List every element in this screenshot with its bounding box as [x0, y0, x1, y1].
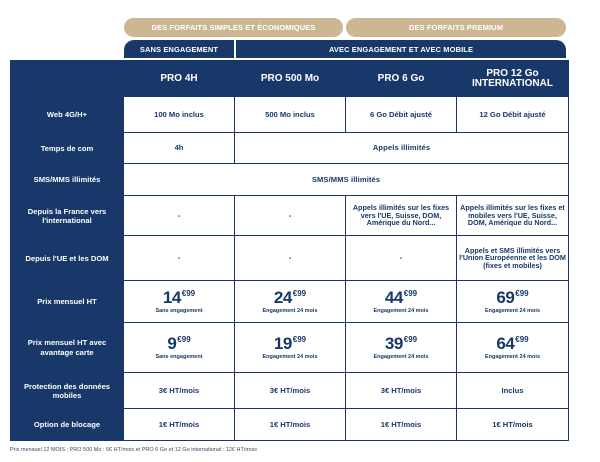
protection-pro-6go: 3€ HT/mois: [346, 373, 457, 409]
dom-pro-12go: Appels et SMS illimités vers l'Union Européenne et les DOM (fixes et mobiles): [457, 236, 569, 281]
header-pro-500mo: PRO 500 Mo: [235, 61, 346, 97]
prix-carte-pro-4h: [124, 323, 235, 373]
table-row-sms: [11, 164, 569, 196]
price-integer: 19: [273, 333, 292, 353]
table-row-protection: [11, 373, 569, 409]
intl-pro-12go: Appels illimités sur les fixes et mobiles vers l'UE, Suisse, DOM, Amérique du Nord...: [457, 196, 569, 236]
plans-comparison-table: [10, 60, 569, 441]
price-note: Engagement 24 mois: [373, 353, 429, 360]
header-pro-6go: PRO 6 Go: [346, 61, 457, 97]
table-row-international: [11, 196, 569, 236]
temps-appels-illimites: Appels illimités: [235, 133, 569, 164]
header-pro-12go: PRO 12 Go INTERNATIONAL: [457, 61, 569, 97]
price-note: Engagement 24 mois: [262, 353, 318, 360]
table-row-blocage: [11, 409, 569, 441]
prix-carte-pro-12go: [457, 323, 569, 373]
price-cents: €99: [292, 288, 307, 298]
prix-pro-500mo: [235, 281, 346, 323]
row-label-web: Web 4G/H+: [11, 97, 124, 133]
protection-pro-12go: Inclus: [457, 373, 569, 409]
protection-pro-4h: 3€ HT/mois: [124, 373, 235, 409]
web-pro-4h: 100 Mo inclus: [124, 97, 235, 133]
table-header-row: [11, 61, 569, 97]
price-cents: €99: [515, 334, 529, 344]
blocage-pro-6go: 1€ HT/mois: [346, 409, 457, 441]
table-corner: [11, 61, 124, 97]
premium-plans-banner: DES FORFAITS PREMIUM: [346, 18, 566, 37]
table-row-prix-carte: [11, 323, 569, 373]
row-label-protection: Protection des données mobiles: [11, 373, 124, 409]
sms-illimites: SMS/MMS illimités: [124, 164, 569, 196]
price-integer: 24: [273, 287, 292, 307]
prix-pro-6go: [346, 281, 457, 323]
price-cents: €99: [292, 334, 307, 344]
row-label-international: Depuis la France vers l'international: [11, 196, 124, 236]
row-label-sms: SMS/MMS illimités: [11, 164, 124, 196]
price-note: Engagement 24 mois: [484, 353, 541, 360]
price-integer: 9: [167, 333, 177, 353]
table-row-dom: [11, 236, 569, 281]
table-row-temps: [11, 133, 569, 164]
intl-pro-6go: Appels illimités sur les fixes vers l'UE, Suisse, DOM, Amérique du Nord...: [346, 196, 457, 236]
price-note: Sans engagement: [155, 307, 203, 314]
row-label-dom: Depuis l'UE et les DOM: [11, 236, 124, 281]
prix-carte-pro-6go: [346, 323, 457, 373]
blocage-pro-12go: 1€ HT/mois: [457, 409, 569, 441]
web-pro-500mo: 500 Mo inclus: [235, 97, 346, 133]
row-label-temps: Temps de com: [11, 133, 124, 164]
price-integer: 44: [384, 287, 403, 307]
web-pro-12go: 12 Go Débit ajusté: [457, 97, 569, 133]
price-cents: €99: [515, 288, 529, 298]
price-note: Engagement 24 mois: [373, 307, 429, 314]
dom-pro-6go: -: [346, 236, 457, 281]
blocage-pro-4h: 1€ HT/mois: [124, 409, 235, 441]
temps-pro-4h: 4h: [124, 133, 235, 164]
price-cents: €99: [181, 288, 196, 298]
table-row-prix: [11, 281, 569, 323]
price-note: Sans engagement: [155, 353, 203, 360]
price-cents: €99: [403, 334, 418, 344]
footnote: Prix mensuel 12 MOIS ; PRO 500 Mo : 6€ HT/mois et PRO 6 Go et 12 Go international : 12€ HT/mois: [10, 447, 257, 453]
dom-pro-500mo: -: [235, 236, 346, 281]
price-cents: €99: [403, 288, 418, 298]
protection-pro-500mo: 3€ HT/mois: [235, 373, 346, 409]
price-integer: 14: [162, 287, 181, 307]
prix-carte-pro-500mo: [235, 323, 346, 373]
price-note: Engagement 24 mois: [484, 307, 541, 314]
intl-pro-500mo: -: [235, 196, 346, 236]
prix-pro-4h: [124, 281, 235, 323]
simple-plans-banner: DES FORFAITS SIMPLES ET ÉCONOMIQUES: [124, 18, 343, 37]
with-engagement-banner: AVEC ENGAGEMENT ET AVEC MOBILE: [236, 40, 566, 58]
row-label-blocage: Option de blocage: [11, 409, 124, 441]
price-note: Engagement 24 mois: [262, 307, 318, 314]
prix-pro-12go: [457, 281, 569, 323]
row-label-prix: Prix mensuel HT: [11, 281, 124, 323]
blocage-pro-500mo: 1€ HT/mois: [235, 409, 346, 441]
without-engagement-banner: SANS ENGAGEMENT: [124, 40, 234, 58]
web-pro-6go: 6 Go Débit ajusté: [346, 97, 457, 133]
row-label-prix-carte: Prix mensuel HT avec avantage carte: [11, 323, 124, 373]
price-integer: 39: [384, 333, 403, 353]
price-cents: €99: [177, 334, 191, 344]
price-integer: 64: [496, 333, 515, 353]
table-row-web: [11, 97, 569, 133]
dom-pro-4h: -: [124, 236, 235, 281]
intl-pro-4h: -: [124, 196, 235, 236]
price-integer: 69: [496, 287, 515, 307]
header-pro-4h: PRO 4H: [124, 61, 235, 97]
